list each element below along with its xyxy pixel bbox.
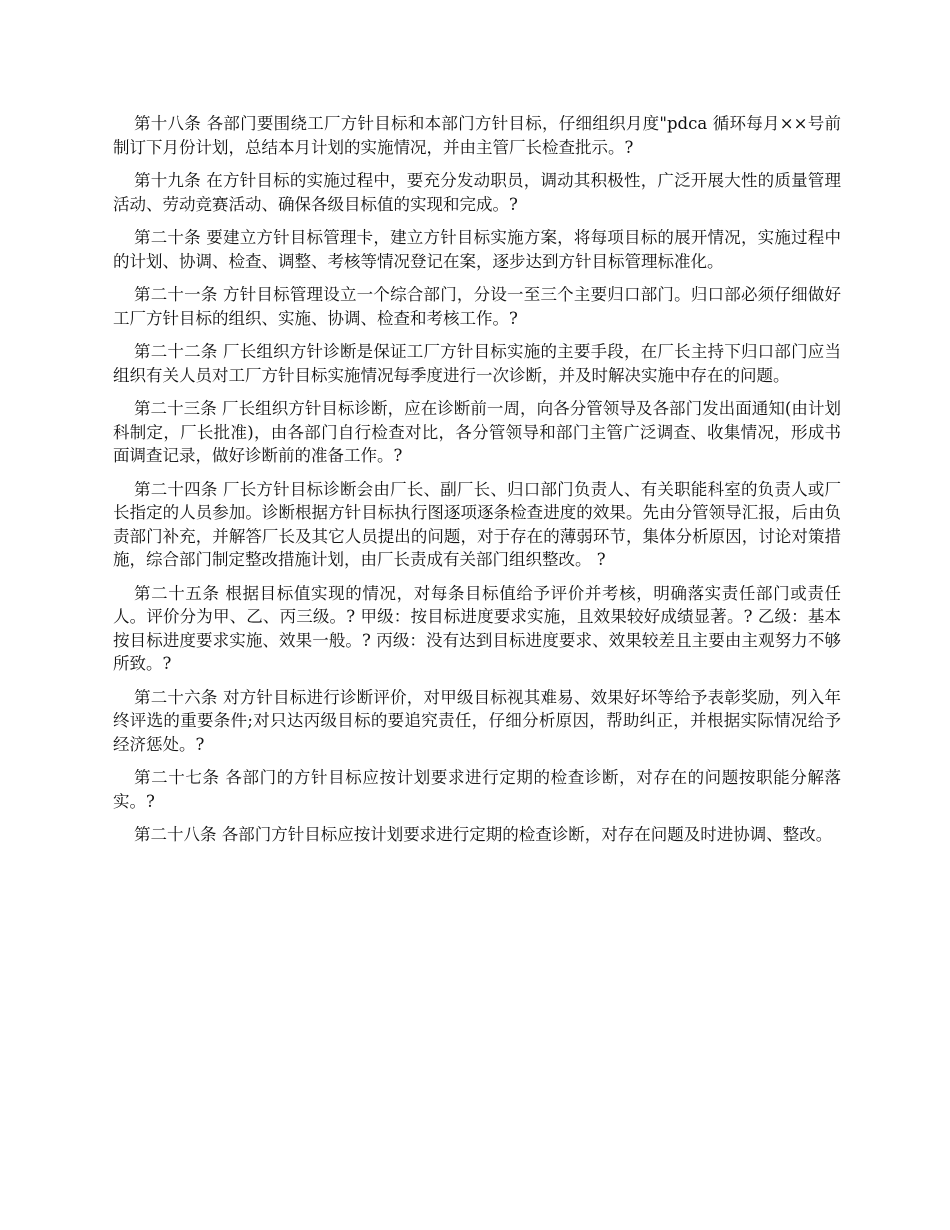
article-28-paragraph: 第二十八条 各部门方针目标应按计划要求进行定期的检查诊断，对存在问题及时进协调、整改。	[133, 825, 833, 844]
document-body	[113, 112, 841, 857]
article-19-paragraph: 第十九条 在方针目标的实施过程中，要充分发动职员，调动其积极性，广泛开展大性的质量管理活动、劳动竞赛活动、确保各级目标值的实现和完成。?	[113, 171, 841, 214]
article-27-paragraph: 第二十七条 各部门的方针目标应按计划要求进行定期的检查诊断，对存在的问题按职能分解落实。?	[113, 768, 841, 811]
article-24-paragraph: 第二十四条 厂长方针目标诊断会由厂长、副厂长、归口部门负责人、有关职能科室的负责人或厂长指定的人员参加。诊断根据方针目标执行图逐项逐条检查进度的效果。先由分管领导汇报，后由负责部门补充，并解答厂长及其它人员提出的问题，对于存在的薄弱环节，集体分析原因，讨论对策措施，综合部门制定整改措施计划，由厂长责成有关部门组织整改。 ?	[113, 479, 841, 569]
article-20-paragraph: 第二十条 要建立方针目标管理卡，建立方针目标实施方案，将每项目标的展开情况，实施过程中的计划、协调、检查、调整、考核等情况登记在案，逐步达到方针目标管理标准化。	[113, 228, 841, 271]
article-26-paragraph: 第二十六条 对方针目标进行诊断评价，对甲级目标视其难易、效果好坏等给予表彰奖励，列入年终评选的重要条件;对只达丙级目标的要追究责任，仔细分析原因，帮助纠正，并根据实际情况给予经济惩处。?	[113, 687, 841, 754]
article-21-paragraph: 第二十一条 方针目标管理设立一个综合部门，分设一至三个主要归口部门。归口部必须仔细做好工厂方针目标的组织、实施、协调、检查和考核工作。?	[113, 285, 841, 328]
article-23-paragraph: 第二十三条 厂长组织方针目标诊断，应在诊断前一周，向各分管领导及各部门发出面通知(由计划科制定，厂长批准)，由各部门自行检查对比，各分管领导和部门主管广泛调查、收集情况，形成书面调查记录，做好诊断前的准备工作。?	[113, 399, 841, 465]
article-18-paragraph: 第十八条 各部门要围绕工厂方针目标和本部门方针目标，仔细组织月度"pdca 循环每月××号前制订下月份计划，总结本月计划的实施情况，并由主管厂长检查批示。?	[113, 114, 841, 157]
article-25-paragraph: 第二十五条 根据目标值实现的情况，对每条目标值给予评价并考核，明确落实责任部门或责任人。评价分为甲、乙、丙三级。? 甲级：按目标进度要求实施，且效果较好成绩显著。? 乙级：基本按目标进度要求实施、效果一般。? 丙级：没有达到目标进度要求、效果较差且主要由主观努力不够所致。?	[113, 583, 841, 673]
article-22-paragraph: 第二十二条 厂长组织方针诊断是保证工厂方针目标实施的主要手段，在厂长主持下归口部门应当组织有关人员对工厂方针目标实施情况每季度进行一次诊断，并及时解决实施中存在的问题。	[113, 342, 841, 385]
